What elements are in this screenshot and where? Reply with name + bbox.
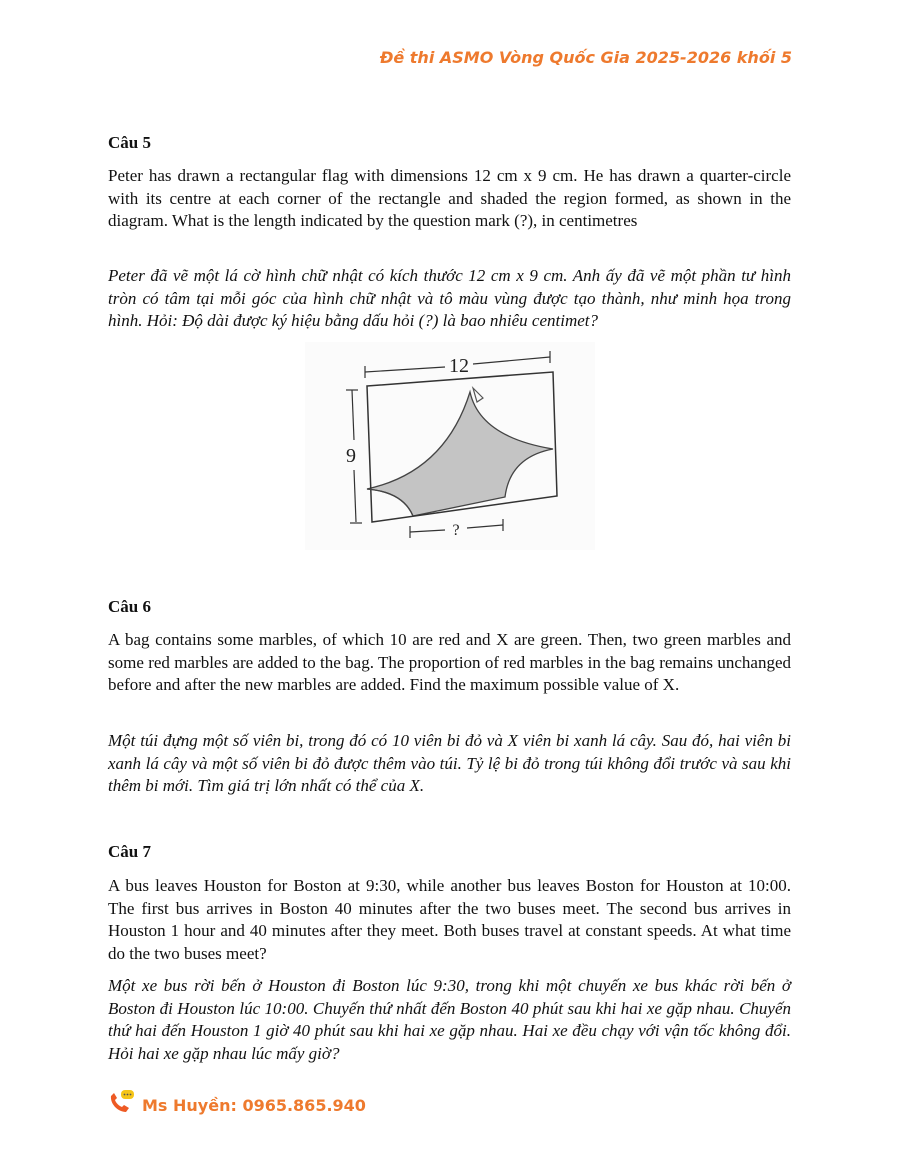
phone-chat-icon [108,1090,136,1121]
flag-diagram-svg [305,342,595,550]
document-header-title: Đề thi ASMO Vòng Quốc Gia 2025-2026 khối 5 [379,48,792,67]
footer-contact [108,1090,366,1121]
question-5-diagram [305,342,595,550]
width-label: 12 [449,355,469,377]
question-5-heading: Câu 5 [108,133,151,152]
height-label: 9 [346,445,356,467]
unknown-length-label: ? [452,522,460,539]
question-7-vietnamese: Một xe bus rời bến ở Houston đi Boston lúc 9:30, trong khi một chuyến xe bus khác rời bến ở Boston đi Houston lúc 10:00. Chuyến thứ nhất đến Boston 40 phút sau khi hai xe gặp nhau. Chuyến thứ hai đến Houston 1 giờ 40 phút sau khi hai xe gặp nhau. Hai xe đều chạy với vận tốc không đổi. Hỏi hai xe gặp nhau lúc mấy giờ? [108,976,791,1063]
question-6-vietnamese: Một túi đựng một số viên bi, trong đó có 10 viên bi đỏ và X viên bi xanh lá cây. Sau đó, hai viên bi xanh lá cây và một số viên bi đỏ được thêm vào túi. Tỷ lệ bi đỏ trong túi không đổi trước và sau khi thêm bi mới. Tìm giá trị lớn nhất có thể của X. [108,731,791,795]
question-5-english: Peter has drawn a rectangular flag with dimensions 12 cm x 9 cm. He has drawn a quarter-circle with its centre at each corner of the rectangle and shaded the region formed, as shown in the diagram. What is the length indicated by the question mark (?), in centimetres [108,166,791,230]
question-6-english: A bag contains some marbles, of which 10 are red and X are green. Then, two green marbles and some red marbles are added to the bag. The proportion of red marbles in the bag remains unchanged before and after the new marbles are added. Find the maximum possible value of X. [108,630,791,694]
question-7-english: A bus leaves Houston for Boston at 9:30, while another bus leaves Boston for Houston at 10:00. The first bus arrives in Boston 40 minutes after the two buses meet. The second bus arrives in Houston 1 hour and 40 minutes after they meet. Both buses travel at constant speeds. At what time do the two buses meet? [108,876,791,963]
question-6-heading: Câu 6 [108,597,151,616]
contact-text: Ms Huyền: 0965.865.940 [142,1096,366,1115]
question-7-heading: Câu 7 [108,842,151,861]
question-5-vietnamese: Peter đã vẽ một lá cờ hình chữ nhật có kích thước 12 cm x 9 cm. Anh ấy đã vẽ một phần tư hình tròn có tâm tại mỗi góc của hình chữ nhật và tô màu vùng được tạo thành, như minh họa trong hình. Hỏi: Độ dài được ký hiệu bằng dấu hỏi (?) là bao nhiêu centimet? [108,266,791,330]
